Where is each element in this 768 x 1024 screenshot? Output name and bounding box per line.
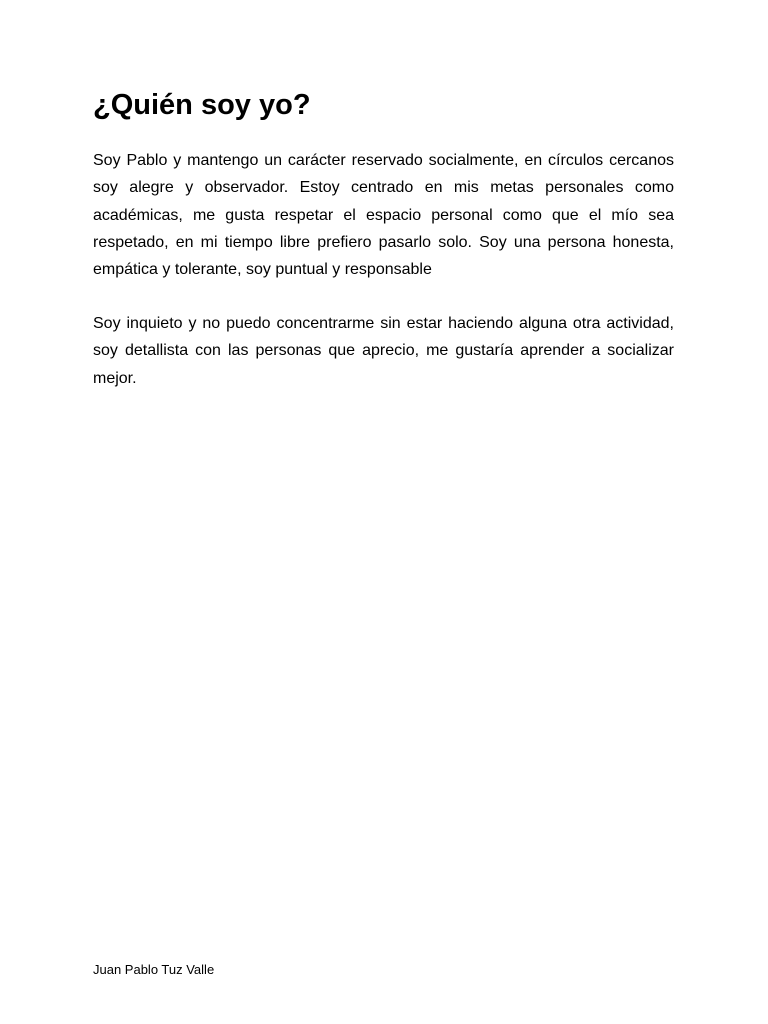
page-title: ¿Quién soy yo? bbox=[93, 89, 311, 121]
paragraph-2: Soy inquieto y no puedo concentrarme sin estar haciendo alguna otra actividad, soy detallista con las personas que aprecio, me gustaría aprender a socializar mejor. bbox=[93, 315, 674, 387]
page-footer-author: Juan Pablo Tuz Valle bbox=[93, 962, 215, 977]
paragraph-1: Soy Pablo y mantengo un carácter reservado socialmente, en círculos cercanos soy alegre y observador. Estoy centrado en mis metas personales como académicas, me gusta respetar el espacio personal como que el mío sea respetado, en mi tiempo libre prefiero pasarlo solo. Soy una persona honesta, empática y tolerante, soy puntual y responsable bbox=[93, 152, 674, 279]
